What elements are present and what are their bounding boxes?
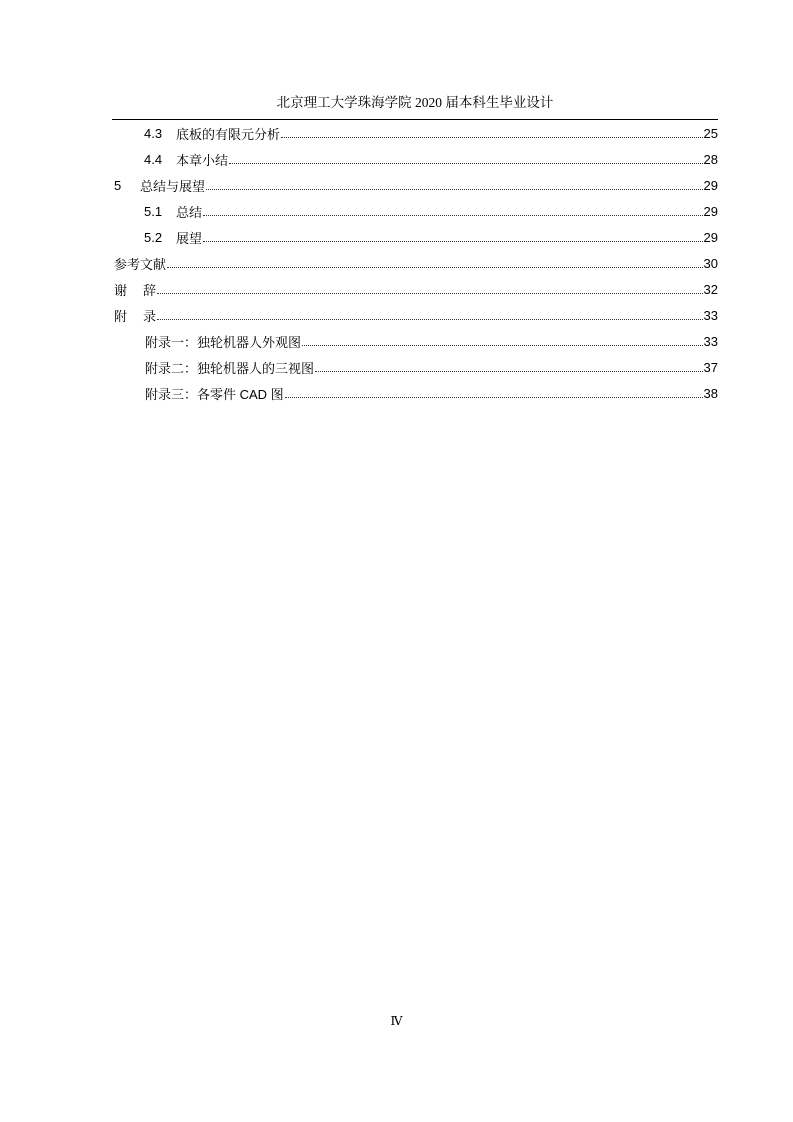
toc-entry-title: 谢 辞 xyxy=(114,282,157,298)
toc-dot-leader xyxy=(285,396,703,398)
toc-entry[interactable] xyxy=(112,302,718,328)
toc-entry-title: 附 录 xyxy=(114,308,157,324)
toc-dot-leader xyxy=(315,370,703,372)
toc-dot-leader xyxy=(229,162,703,164)
toc-dot-leader xyxy=(157,318,703,320)
toc-entry[interactable] xyxy=(112,146,718,172)
toc-entry-page: 33 xyxy=(703,307,718,323)
toc-entry-page: 29 xyxy=(703,229,718,245)
toc-dot-leader xyxy=(203,240,703,242)
toc-dot-leader xyxy=(157,292,703,294)
toc-entry-title: 参考文献 xyxy=(114,256,167,272)
toc-dot-leader xyxy=(302,344,703,346)
page-header: 北京理工大学珠海学院 2020 届本科生毕业设计 xyxy=(276,95,554,110)
toc-entry[interactable] xyxy=(112,120,718,146)
toc-entry[interactable] xyxy=(112,198,718,224)
toc-entry-page: 33 xyxy=(703,333,718,349)
toc-entry-number: 5.2 xyxy=(144,229,163,245)
toc-dot-leader xyxy=(206,188,703,190)
toc-entry[interactable] xyxy=(112,354,718,380)
toc-dot-leader xyxy=(203,214,703,216)
toc-entry-page: 32 xyxy=(703,281,718,297)
toc-entry-page: 30 xyxy=(703,255,718,271)
toc-entry-page: 29 xyxy=(703,177,718,193)
toc-dot-leader xyxy=(281,136,703,138)
toc-entry-title: 底板的有限元分析 xyxy=(176,126,281,142)
toc-entry[interactable] xyxy=(112,380,718,406)
toc-entry-page: 38 xyxy=(703,385,718,401)
toc-entry[interactable] xyxy=(112,328,718,354)
toc-entry-number: 4.4 xyxy=(144,151,163,167)
toc-entry[interactable] xyxy=(112,250,718,276)
toc-entry-title: 总结 xyxy=(176,204,203,220)
toc-entry-number: 5 xyxy=(114,177,122,193)
toc-entry-title: 附录二：独轮机器人的三视图 xyxy=(145,360,315,376)
toc-entry-title: 附录一：独轮机器人外观图 xyxy=(145,334,302,350)
toc-entry-page: 28 xyxy=(703,151,718,167)
toc-entry-title: 总结与展望 xyxy=(140,178,206,194)
toc-entry-number: 4.3 xyxy=(144,125,163,141)
toc-entry-title: 本章小结 xyxy=(176,152,229,168)
toc-entry-number: 5.1 xyxy=(144,203,163,219)
toc-entry-page: 37 xyxy=(703,359,718,375)
toc-entry-page: 29 xyxy=(703,203,718,219)
toc-entry[interactable] xyxy=(112,172,718,198)
page-number: Ⅳ xyxy=(390,1014,403,1028)
toc-entry-title: 展望 xyxy=(176,230,203,246)
toc-entry-title: 附录三：各零件 CAD 图 xyxy=(145,386,284,402)
toc-dot-leader xyxy=(167,266,703,268)
table-of-contents xyxy=(112,120,718,406)
toc-entry-page: 25 xyxy=(703,125,718,141)
toc-entry[interactable] xyxy=(112,276,718,302)
toc-entry[interactable] xyxy=(112,224,718,250)
